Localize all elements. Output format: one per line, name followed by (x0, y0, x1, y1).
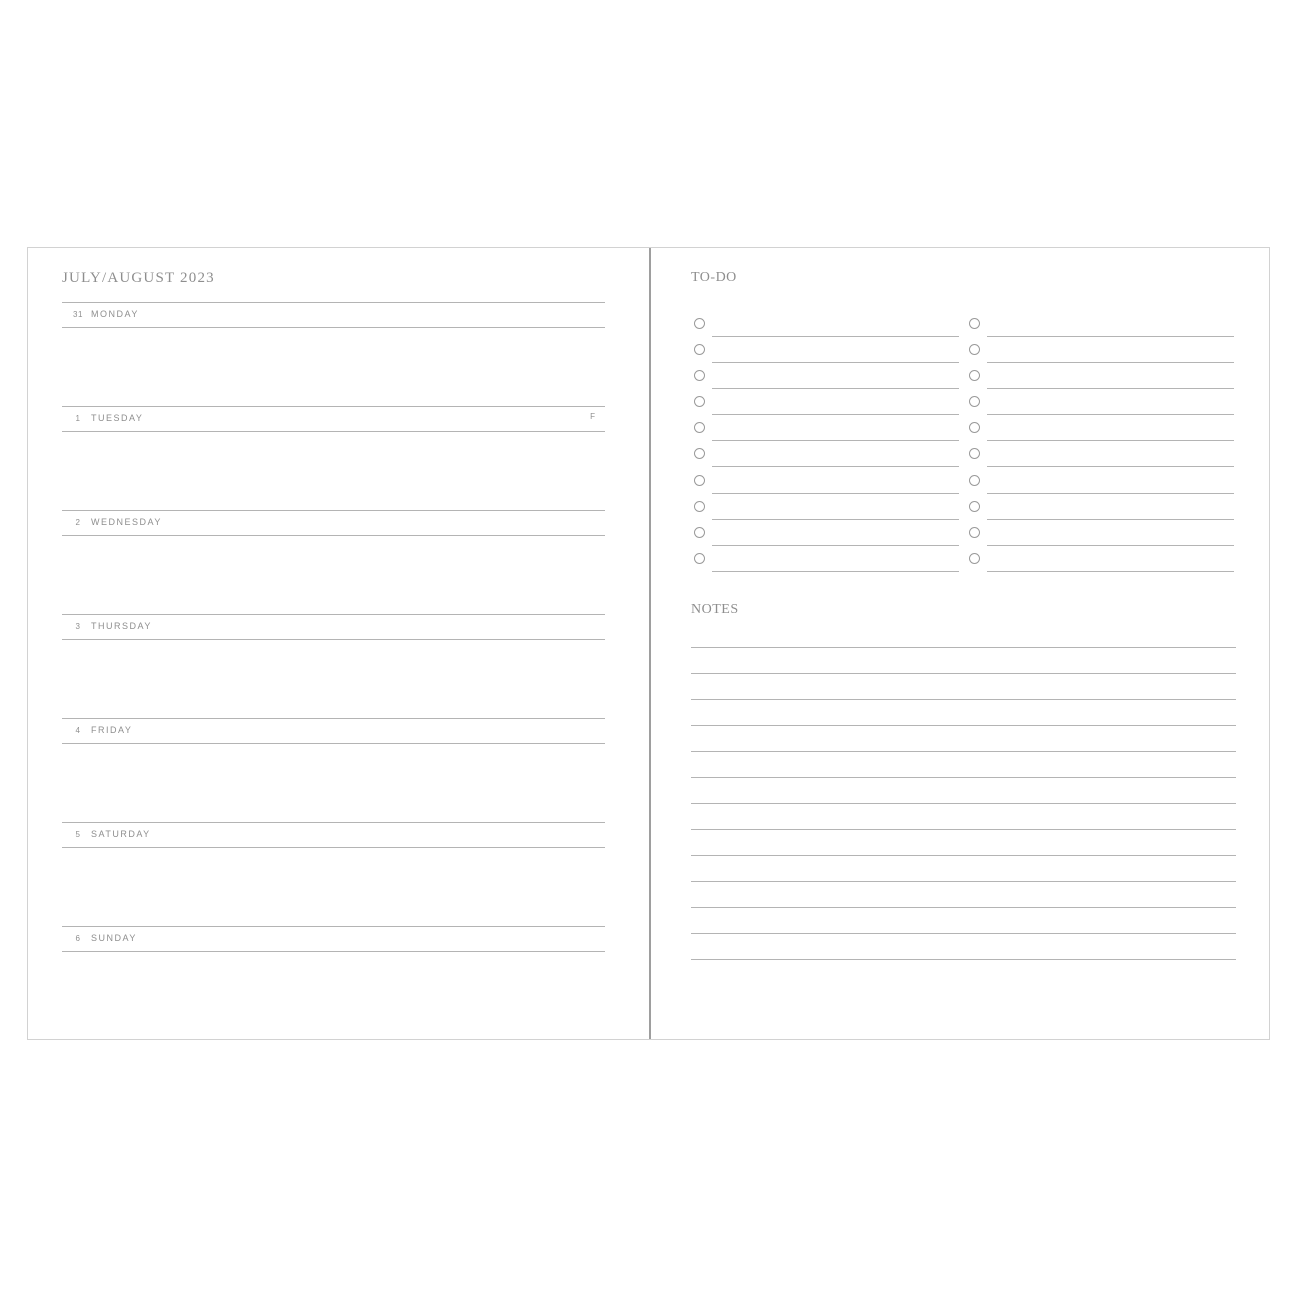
day-header (62, 822, 605, 848)
todo-item[interactable] (691, 389, 959, 415)
day-header (62, 302, 605, 328)
todo-item[interactable] (966, 494, 1234, 520)
day-block (62, 926, 605, 1030)
checkbox-circle-icon[interactable] (969, 396, 980, 407)
todo-item[interactable] (966, 546, 1234, 572)
todo-column-left (691, 311, 959, 572)
todo-item[interactable] (691, 468, 959, 494)
notes-ruled-line[interactable] (691, 908, 1236, 934)
day-block (62, 614, 605, 718)
notes-area[interactable] (691, 622, 1236, 960)
day-header (62, 718, 605, 744)
todo-item[interactable] (691, 363, 959, 389)
day-number: 5 (75, 830, 81, 839)
day-name: SATURDAY (91, 829, 151, 839)
day-block (62, 302, 605, 406)
day-writing-area[interactable] (62, 328, 605, 406)
todo-item[interactable] (966, 468, 1234, 494)
todo-item[interactable] (691, 311, 959, 337)
todo-item[interactable] (966, 520, 1234, 546)
checkbox-circle-icon[interactable] (694, 501, 705, 512)
page-title: JULY/AUGUST 2023 (62, 270, 215, 286)
day-number: 1 (75, 414, 81, 423)
day-block (62, 510, 605, 614)
day-name: MONDAY (91, 309, 139, 319)
day-writing-area[interactable] (62, 952, 605, 1030)
notes-ruled-line[interactable] (691, 726, 1236, 752)
day-header (62, 510, 605, 536)
checkbox-circle-icon[interactable] (969, 318, 980, 329)
day-header (62, 406, 605, 432)
todo-item[interactable] (966, 415, 1234, 441)
day-number: 6 (75, 934, 81, 943)
checkbox-circle-icon[interactable] (969, 344, 980, 355)
day-writing-area[interactable] (62, 432, 605, 510)
checkbox-circle-icon[interactable] (694, 448, 705, 459)
checkbox-circle-icon[interactable] (969, 553, 980, 564)
notes-ruled-line[interactable] (691, 778, 1236, 804)
day-writing-area[interactable] (62, 744, 605, 822)
day-name: TUESDAY (91, 413, 144, 423)
notes-ruled-line[interactable] (691, 882, 1236, 908)
day-number: 3 (75, 622, 81, 631)
day-writing-area[interactable] (62, 536, 605, 614)
todo-item[interactable] (691, 494, 959, 520)
day-number: 31 (73, 310, 83, 319)
day-block (62, 406, 605, 510)
day-name: FRIDAY (91, 725, 133, 735)
notes-ruled-line[interactable] (691, 674, 1236, 700)
moon-phase-mark: F (590, 412, 595, 421)
todo-column-right (966, 311, 1234, 572)
notes-page (651, 248, 1269, 1039)
checkbox-circle-icon[interactable] (694, 318, 705, 329)
checkbox-circle-icon[interactable] (969, 370, 980, 381)
checkbox-circle-icon[interactable] (969, 501, 980, 512)
todo-item[interactable] (966, 441, 1234, 467)
todo-item[interactable] (691, 520, 959, 546)
day-list (62, 302, 605, 1030)
day-header (62, 614, 605, 640)
weekly-page (28, 248, 649, 1039)
planner-spread (27, 247, 1270, 1040)
todo-writing-line[interactable] (987, 571, 1234, 572)
checkbox-circle-icon[interactable] (969, 475, 980, 486)
day-number: 2 (75, 518, 81, 527)
day-header (62, 926, 605, 952)
day-block (62, 718, 605, 822)
day-name: SUNDAY (91, 933, 137, 943)
checkbox-circle-icon[interactable] (969, 422, 980, 433)
notes-ruled-line[interactable] (691, 648, 1236, 674)
notes-ruled-line[interactable] (691, 856, 1236, 882)
notes-title: NOTES (691, 602, 739, 617)
todo-item[interactable] (966, 337, 1234, 363)
notes-ruled-line[interactable] (691, 804, 1236, 830)
todo-item[interactable] (691, 337, 959, 363)
todo-item[interactable] (691, 415, 959, 441)
day-number: 4 (75, 726, 81, 735)
todo-item[interactable] (691, 441, 959, 467)
checkbox-circle-icon[interactable] (694, 370, 705, 381)
todo-writing-line[interactable] (712, 571, 959, 572)
checkbox-circle-icon[interactable] (694, 527, 705, 538)
day-writing-area[interactable] (62, 848, 605, 926)
todo-item[interactable] (966, 311, 1234, 337)
checkbox-circle-icon[interactable] (969, 448, 980, 459)
notes-ruled-line[interactable] (691, 700, 1236, 726)
notes-ruled-line[interactable] (691, 830, 1236, 856)
todo-title: TO-DO (691, 270, 737, 285)
checkbox-circle-icon[interactable] (969, 527, 980, 538)
notes-ruled-line[interactable] (691, 934, 1236, 960)
checkbox-circle-icon[interactable] (694, 396, 705, 407)
checkbox-circle-icon[interactable] (694, 422, 705, 433)
notes-ruled-line[interactable] (691, 752, 1236, 778)
day-name: THURSDAY (91, 621, 152, 631)
checkbox-circle-icon[interactable] (694, 344, 705, 355)
day-writing-area[interactable] (62, 640, 605, 718)
todo-item[interactable] (966, 389, 1234, 415)
todo-item[interactable] (691, 546, 959, 572)
checkbox-circle-icon[interactable] (694, 475, 705, 486)
notes-ruled-line[interactable] (691, 622, 1236, 648)
day-block (62, 822, 605, 926)
day-name: WEDNESDAY (91, 517, 162, 527)
todo-item[interactable] (966, 363, 1234, 389)
checkbox-circle-icon[interactable] (694, 553, 705, 564)
